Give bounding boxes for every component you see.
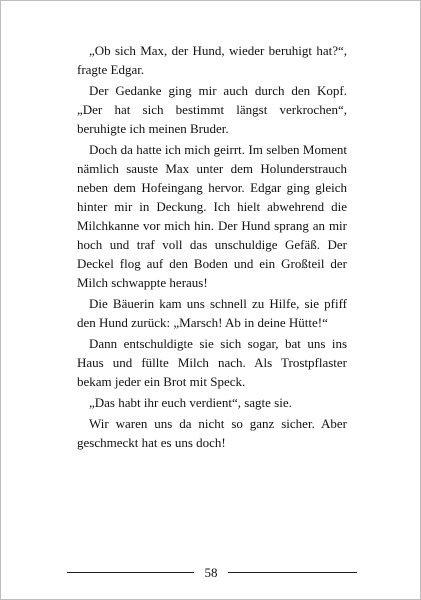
- page-number: 58: [204, 565, 218, 580]
- body-text: [77, 41, 347, 452]
- page-footer: [67, 563, 357, 583]
- footer-rule-right: [228, 572, 357, 573]
- paragraph-4: Die Bäuerin kam uns schnell zu Hilfe, sie pfiff den Hund zurück: „Marsch! Ab in deine Hütte!“: [77, 296, 347, 330]
- paragraph-2: Der Gedanke ging mir auch durch den Kopf. „Der hat sich bestimmt längst verkrochen“, beruhigte ich meinen Bruder.: [77, 83, 347, 136]
- paragraph-3: Doch da hatte ich mich geirrt. Im selben Moment nämlich sauste Max unter dem Holunderstrauch neben dem Hofeingang hervor. Edgar ging gleich hinter mir in Deckung. Ich hielt abwehrend die Milchkanne vor mich hin. Der Hund sprang an mir hoch und traf voll das unschuldige Gefäß. Der Deckel flog auf den Boden und ein Großteil der Milch schwappte heraus!: [77, 142, 347, 290]
- paragraph-7: Wir waren uns da nicht so ganz sicher. Aber geschmeckt hat es uns doch!: [77, 416, 347, 450]
- footer-rule-left: [67, 572, 194, 573]
- paragraph-5: Dann entschuldigte sie sich sogar, bat uns ins Haus und füllte Milch nach. Als Trostpflaster bekam jeder ein Brot mit Speck.: [77, 336, 347, 389]
- paragraph-6: „Das habt ihr euch verdient“, sagte sie.: [89, 395, 292, 410]
- paragraph-1: „Ob sich Max, der Hund, wieder beruhigt hat?“, fragte Edgar.: [77, 43, 347, 77]
